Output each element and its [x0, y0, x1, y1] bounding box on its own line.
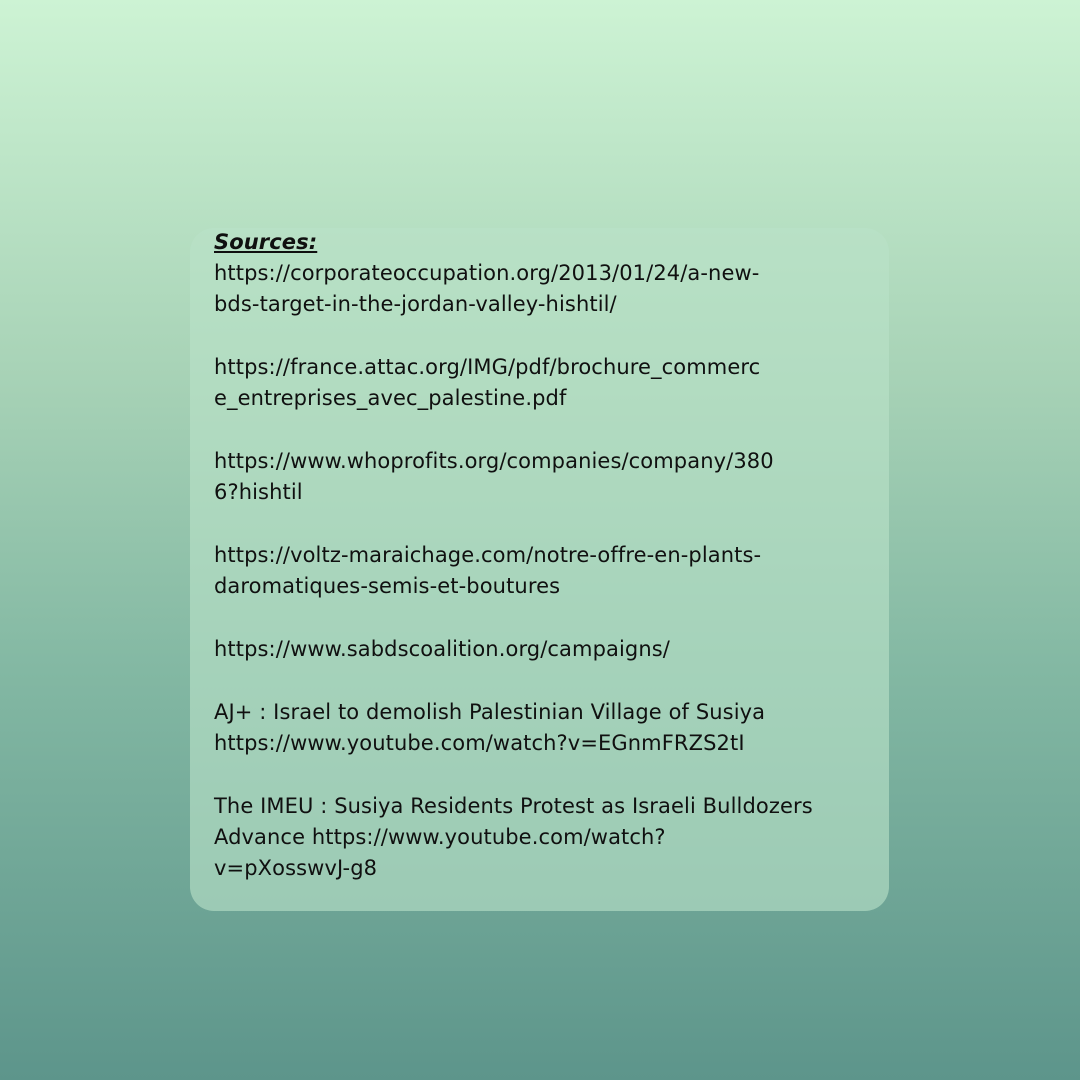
source-link-line[interactable]: e_entreprises_avec_palestine.pdf: [214, 386, 567, 410]
source-caption-line: The IMEU : Susiya Residents Protest as Israeli Bulldozers: [214, 794, 813, 818]
source-link-line[interactable]: https://corporateoccupation.org/2013/01/24/a-new-: [214, 261, 760, 285]
source-link-line[interactable]: https://www.whoprofits.org/companies/company/380: [214, 449, 774, 473]
source-link-line[interactable]: https://www.youtube.com/watch?v=EGnmFRZS2tI: [214, 731, 745, 755]
source-link-line[interactable]: Advance https://www.youtube.com/watch?: [214, 825, 666, 849]
sources-card: [190, 228, 889, 911]
source-caption-line: AJ+ : Israel to demolish Palestinian Village of Susiya: [214, 700, 766, 724]
source-link-line[interactable]: https://france.attac.org/IMG/pdf/brochure_commerc: [214, 355, 761, 379]
source-link-line[interactable]: https://www.sabdscoalition.org/campaigns/: [214, 637, 670, 661]
source-link-line[interactable]: v=pXosswvJ-g8: [214, 856, 378, 880]
sources-heading: Sources:: [214, 230, 318, 254]
source-link-line[interactable]: daromatiques-semis-et-boutures: [214, 574, 561, 598]
source-link-line[interactable]: https://voltz-maraichage.com/notre-offre-en-plants-: [214, 543, 762, 567]
source-link-line[interactable]: 6?hishtil: [214, 480, 303, 504]
source-link-line[interactable]: bds-target-in-the-jordan-valley-hishtil/: [214, 292, 617, 316]
